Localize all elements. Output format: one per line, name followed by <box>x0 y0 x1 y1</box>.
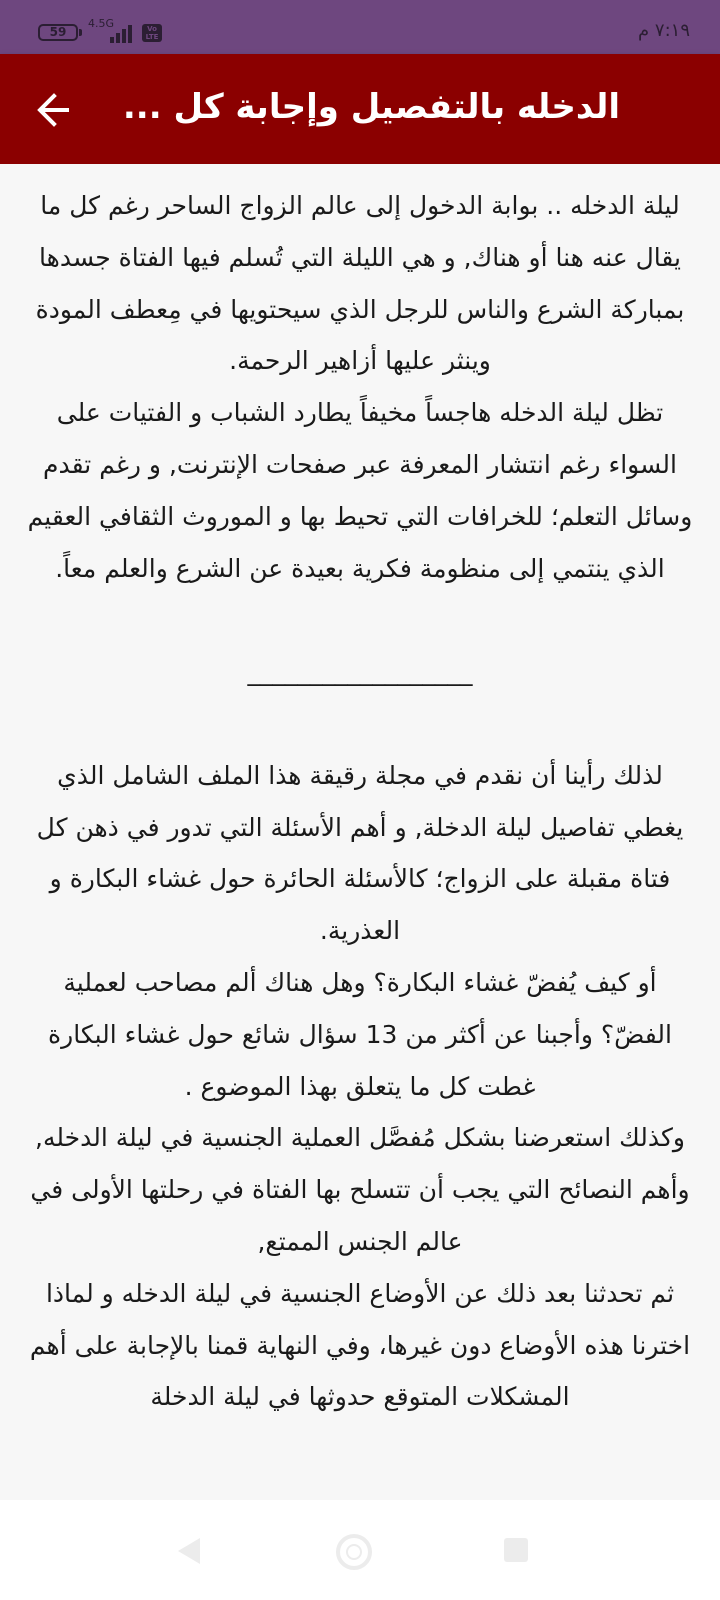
article-paragraph: تظل ليلة الدخله هاجساً مخيفاً يطارد الشباب و الفتيات على السواء رغم انتشار المعرفة عبر صفحات الإنترنت, و رغم تقدم وسائل التعلم؛ للخرافات التي تحيط بها و الموروث الثقافي العقيم الذي ينتمي إلى منظومة فكرية بعيدة عن الشرع والعلم معاً. <box>27 398 693 583</box>
spacer <box>24 698 696 750</box>
back-button[interactable] <box>26 82 82 138</box>
divider-line: __________________ <box>247 657 473 687</box>
status-bar <box>0 0 720 54</box>
article-paragraph: أو كيف يُفضّ غشاء البكارة؟ وهل هناك ألم مصاحب لعملية الفضّ؟ وأجبنا عن أكثر من 13 سؤال شائع حول غشاء البكارة غطت كل ما يتعلق بهذا الموضوع . <box>48 967 672 1101</box>
page-title: الدخله بالتفصيل وإجابة كل ... <box>122 87 620 127</box>
nav-home-icon[interactable] <box>336 1534 372 1570</box>
app-bar <box>0 54 720 164</box>
signal-icon <box>110 25 136 43</box>
article-paragraph: ثم تحدثنا بعد ذلك عن الأوضاع الجنسية في ليلة الدخله و لماذا اخترنا هذه الأوضاع دون غيرها، وفي النهاية قمنا بالإجابة على أهم المشكلات المتوقع حدوثها في ليلة الدخلة <box>29 1278 691 1412</box>
battery-icon: 59 <box>38 24 78 41</box>
spacer <box>24 594 696 646</box>
article-paragraph: وكذلك استعرضنا بشكل مُفصَّل العملية الجنسية في ليلة الدخله, وأهم النصائح التي يجب أن تتسلح بها الفتاة في رحلتها الأولى في عالم الجنس الممتع, <box>30 1123 690 1256</box>
article-scroll-area[interactable] <box>0 164 720 1500</box>
network-type: 4.5G <box>88 17 115 30</box>
navigation-bar <box>0 1500 720 1600</box>
nav-back-icon[interactable] <box>178 1538 200 1564</box>
arrow-back-icon <box>36 92 72 128</box>
volte-icon: Vo LTE <box>142 24 162 42</box>
article-paragraph: ليلة الدخله .. بوابة الدخول إلى عالم الزواج الساحر رغم كل ما يقال عنه هنا أو هناك, و هي الليلة التي تُسلم فيها الفتاة جسدها بمباركة الشرع والناس للرجل الذي سيحتويها في مِعطف المودة وينثر عليها أزاهير الرحمة. <box>35 191 685 376</box>
nav-recents-icon[interactable] <box>504 1538 528 1562</box>
article-paragraph: لذلك رأينا أن نقدم في مجلة رقيقة هذا الملف الشامل الذي يغطي تفاصيل ليلة الدخلة, و أهم الأسئلة التي تدور في ذهن كل فتاة مقبلة على الزواج؛ كالأسئلة الحائرة حول غشاء البكارة و العذرية. <box>36 760 684 946</box>
status-time: ٧:١٩ م <box>638 20 690 41</box>
article-body <box>24 180 696 1423</box>
